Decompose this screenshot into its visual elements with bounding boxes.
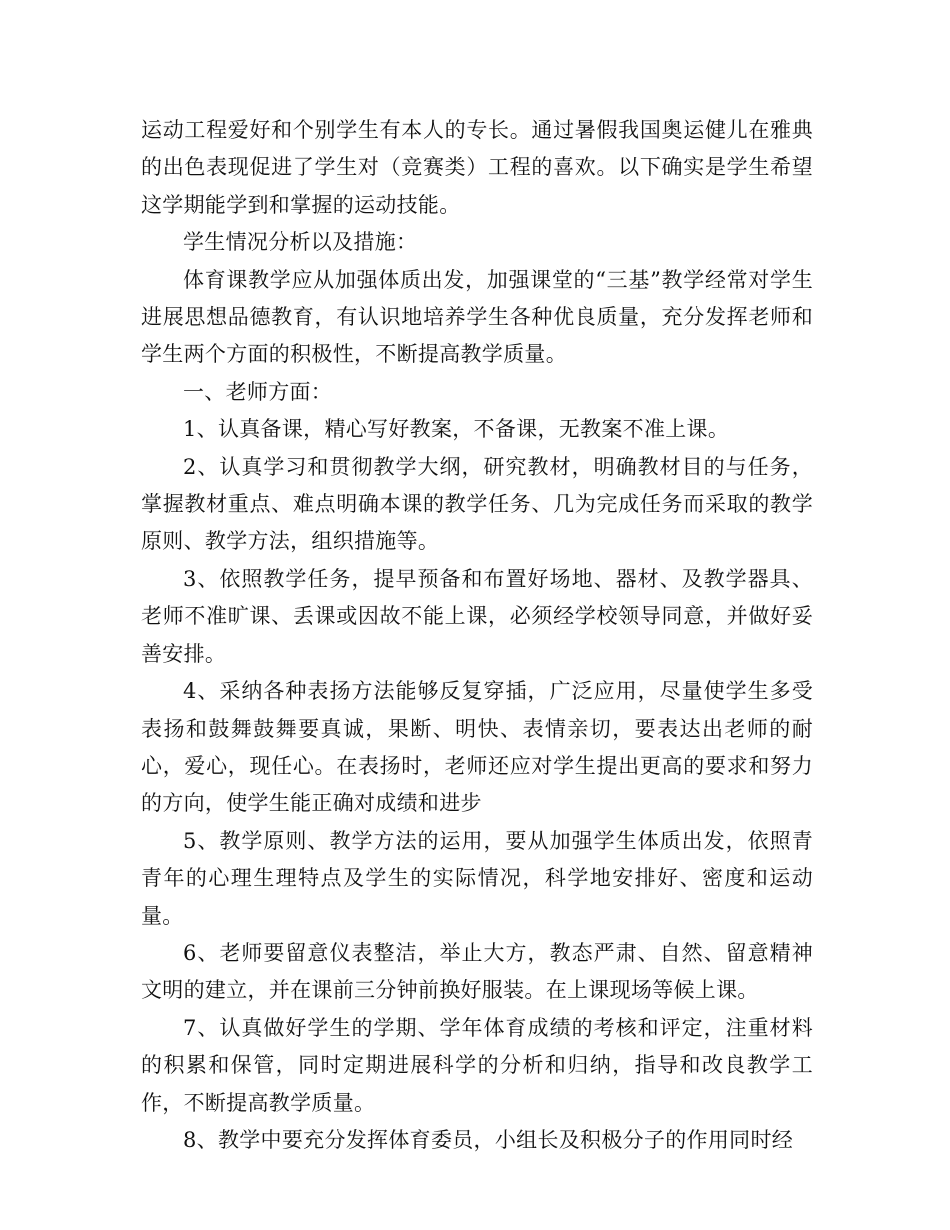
paragraph-item-3: 3、依照教学任务，提早预备和布置好场地、器材、及教学器具、老师不准旷课、丢课或因故不能上课，必须经学校领导同意，并做好妥善安排。 [141,566,813,666]
paragraph-item-1: 1、认真备课，精心写好教案，不备课，无教案不准上课。 [183,417,730,442]
paragraph-item-7: 7、认真做好学生的学期、学年体育成绩的考核和评定，注重材料的积累和保管，同时定期进展科学的分析和归纳，指导和改良教学工作，不断提高教学质量。 [141,1015,813,1115]
paragraph-item-5: 5、教学原则、教学方法的运用，要从加强学生体质出发，依照青青年的心理生理特点及学生的实际情况，科学地安排好、密度和运动量。 [141,828,813,928]
paragraph-teaching-principle: 体育课教学应从加强体质出发，加强课堂的“三基”教学经常对学生进展思想品德教育，有认识地培养学生各种优良质量，充分发挥老师和学生两个方面的积极性，不断提高教学质量。 [141,267,813,367]
document-page [141,112,813,1159]
paragraph-item-4: 4、采纳各种表扬方法能够反复穿插，广泛应用，尽量使学生多受表扬和鼓舞鼓舞要真诚，果断、明快、表情亲切，要表达出老师的耐心，爱心，现任心。在表扬时，老师还应对学生提出更高的要求和努力的方向，使学生能正确对成绩和进步 [141,679,813,816]
paragraph-heading-student-analysis: 学生情况分析以及措施： [183,230,418,255]
paragraph-item-8: 8、教学中要充分发挥体育委员，小组长及积极分子的作用同时经 [183,1127,794,1152]
paragraph-item-6: 6、老师要留意仪表整洁，举止大方，教态严肃、自然、留意精神文明的建立，并在课前三分钟前换好服装。在上课现场等候上课。 [141,940,813,1003]
paragraph-item-2: 2、认真学习和贯彻教学大纲，研究教材，明确教材目的与任务，掌握教材重点、难点明确本课的教学任务、几为完成任务而采取的教学原则、教学方法，组织措施等。 [141,454,813,554]
paragraph-intro-continuation: 运动工程爱好和个别学生有本人的专长。通过暑假我国奥运健儿在雅典的出色表现促进了学生对（竞赛类）工程的喜欢。以下确实是学生希望这学期能学到和掌握的运动技能。 [141,118,813,217]
paragraph-heading-teacher: 一、老师方面： [183,379,333,404]
